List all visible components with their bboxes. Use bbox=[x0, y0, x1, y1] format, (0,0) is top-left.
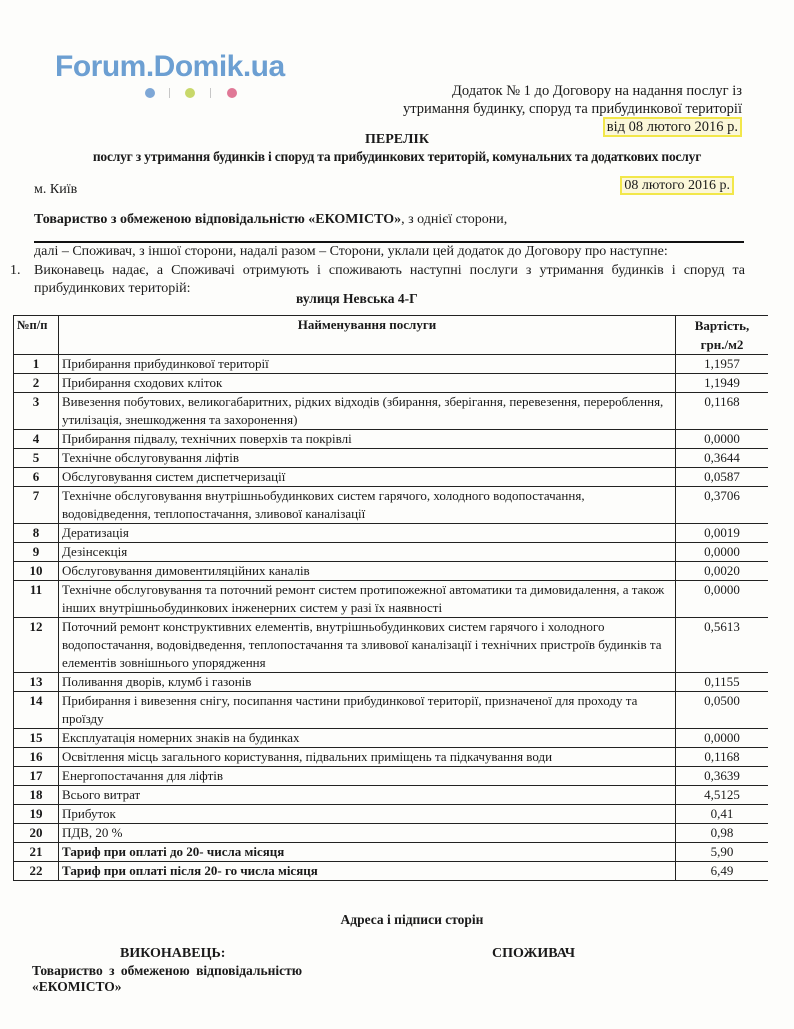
executor-organization bbox=[32, 963, 302, 995]
services-table bbox=[13, 315, 768, 881]
appendix-header bbox=[342, 82, 742, 136]
table-row bbox=[14, 618, 769, 673]
consumer-blank-line bbox=[34, 241, 744, 243]
table-row bbox=[14, 468, 769, 487]
table-row bbox=[14, 786, 769, 805]
appendix-line-1: Додаток № 1 до Договору на надання послуг із bbox=[452, 83, 742, 99]
street-address-wrap bbox=[0, 291, 794, 307]
service-cost: 0,1168 bbox=[676, 748, 769, 767]
service-name: Технічне обслуговування ліфтів bbox=[59, 449, 676, 468]
service-name: Технічне обслуговування та поточний ремонт систем протипожежної автоматики та димовидалення, а також інших внутрішньобудинкових інженерних систем у разі їх наявності bbox=[59, 581, 676, 618]
header-num: №п/п bbox=[14, 316, 59, 355]
service-cost: 0,1168 bbox=[676, 393, 769, 430]
row-number: 12 bbox=[14, 618, 59, 673]
row-number: 16 bbox=[14, 748, 59, 767]
service-name: Прибуток bbox=[59, 805, 676, 824]
table-row bbox=[14, 430, 769, 449]
service-name: ПДВ, 20 % bbox=[59, 824, 676, 843]
service-cost: 0,0587 bbox=[676, 468, 769, 487]
row-number: 13 bbox=[14, 673, 59, 692]
row-number: 6 bbox=[14, 468, 59, 487]
service-cost: 0,98 bbox=[676, 824, 769, 843]
header-service-name: Найменування послуги bbox=[59, 316, 676, 355]
row-number: 17 bbox=[14, 767, 59, 786]
row-number: 14 bbox=[14, 692, 59, 729]
row-number: 7 bbox=[14, 487, 59, 524]
service-cost: 0,0000 bbox=[676, 729, 769, 748]
row-number: 4 bbox=[14, 430, 59, 449]
row-number: 8 bbox=[14, 524, 59, 543]
consumer-party-line: далі – Споживач, з іншої сторони, надалі разом – Сторони, уклали цей додаток до Договору про наступне: bbox=[34, 244, 668, 259]
appendix-date-highlight: від 08 лютого 2016 р. bbox=[603, 117, 742, 137]
service-name: Всього витрат bbox=[59, 786, 676, 805]
contract-date-highlight: 08 лютого 2016 р. bbox=[620, 176, 734, 195]
service-name: Обслуговування димовентиляційних каналів bbox=[59, 562, 676, 581]
executor-party-suffix: , з однієї сторони, bbox=[401, 212, 508, 227]
appendix-line-2: утримання будинку, споруд та прибудинкової території bbox=[403, 101, 742, 117]
table-row bbox=[14, 673, 769, 692]
service-cost: 0,5613 bbox=[676, 618, 769, 673]
service-cost: 1,1949 bbox=[676, 374, 769, 393]
executor-label: ВИКОНАВЕЦЬ: bbox=[120, 946, 226, 961]
service-name: Поливання дворів, клумб і газонів bbox=[59, 673, 676, 692]
service-cost: 0,3706 bbox=[676, 487, 769, 524]
service-name: Дезінсекція bbox=[59, 543, 676, 562]
table-row bbox=[14, 449, 769, 468]
service-cost: 0,0020 bbox=[676, 562, 769, 581]
service-name: Поточний ремонт конструктивних елементів, внутрішньобудинкових систем гарячого і холодного водопостачання, водовідведення, теплопостачання та зливової каналізації і технічних пристроїв будинків та елементів зовнішнього упорядження bbox=[59, 618, 676, 673]
service-cost: 0,0000 bbox=[676, 430, 769, 449]
service-cost: 0,0500 bbox=[676, 692, 769, 729]
table-row bbox=[14, 748, 769, 767]
divider bbox=[210, 88, 211, 98]
executor-party bbox=[34, 212, 507, 228]
service-cost: 4,5125 bbox=[676, 786, 769, 805]
document-title: ПЕРЕЛІК bbox=[365, 132, 429, 147]
service-name: Дератизація bbox=[59, 524, 676, 543]
executor-org-line-1: Товариство з обмеженою відповідальністю bbox=[32, 963, 303, 978]
pink-dot-icon bbox=[227, 88, 237, 98]
service-cost: 1,1957 bbox=[676, 355, 769, 374]
service-cost: 0,3639 bbox=[676, 767, 769, 786]
row-number: 3 bbox=[14, 393, 59, 430]
row-number: 20 bbox=[14, 824, 59, 843]
signatures-title: Адреса і підписи сторін bbox=[340, 912, 484, 927]
clause-number: 1. bbox=[10, 263, 21, 278]
service-name: Освітлення місць загального користування, підвальних приміщень та підкачування води bbox=[59, 748, 676, 767]
table-row bbox=[14, 524, 769, 543]
service-name: Обслуговування систем диспетчеризації bbox=[59, 468, 676, 487]
watermark-dots bbox=[145, 88, 245, 100]
row-number: 18 bbox=[14, 786, 59, 805]
table-row bbox=[14, 543, 769, 562]
row-number: 2 bbox=[14, 374, 59, 393]
header-cost bbox=[676, 316, 769, 355]
executor-org-line-2: «ЕКОМІСТО» bbox=[32, 979, 122, 994]
table-row bbox=[14, 843, 769, 862]
consumer-label: СПОЖИВАЧ bbox=[492, 946, 575, 961]
row-number: 1 bbox=[14, 355, 59, 374]
green-dot-icon bbox=[185, 88, 195, 98]
service-cost: 0,3644 bbox=[676, 449, 769, 468]
document-subtitle: послуг з утримання будинків і споруд та прибудинкових територій, комунальних та додаткових послуг bbox=[92, 149, 702, 164]
city: м. Київ bbox=[34, 182, 78, 197]
clause-text: Виконавець надає, а Споживачі отримують і споживають наступні послуги з утримання будинків і споруд та прибудинкових територій: bbox=[34, 263, 745, 296]
service-cost: 0,0000 bbox=[676, 581, 769, 618]
table-row bbox=[14, 824, 769, 843]
row-number: 5 bbox=[14, 449, 59, 468]
service-name: Прибирання і вивезення снігу, посипання частини прибудинкової території, призначеної для проходу та проїзду bbox=[59, 692, 676, 729]
executor-company-name: Товариство з обмеженою відповідальністю «ЕКОМІСТО» bbox=[34, 212, 402, 227]
table-row bbox=[14, 374, 769, 393]
service-name: Технічне обслуговування внутрішньобудинкових систем гарячого, холодного водопостачання, водовідведення, теплопостачання, зливової каналізації bbox=[59, 487, 676, 524]
table-row bbox=[14, 355, 769, 374]
street-address: вулиця Невська 4-Г bbox=[296, 291, 418, 306]
table-row bbox=[14, 581, 769, 618]
service-cost: 0,1155 bbox=[676, 673, 769, 692]
service-name: Прибирання прибудинкової території bbox=[59, 355, 676, 374]
row-number: 11 bbox=[14, 581, 59, 618]
service-name: Прибирання сходових кліток bbox=[59, 374, 676, 393]
service-cost: 0,41 bbox=[676, 805, 769, 824]
forum-domik-watermark-logo: Forum.Domik.ua bbox=[55, 50, 285, 83]
row-number: 21 bbox=[14, 843, 59, 862]
service-name: Тариф при оплаті до 20- числа місяця bbox=[59, 843, 676, 862]
table-header-row bbox=[14, 316, 769, 355]
table-row bbox=[14, 805, 769, 824]
service-name: Тариф при оплаті після 20- го числа місяця bbox=[59, 862, 676, 881]
service-cost: 6,49 bbox=[676, 862, 769, 881]
service-name: Експлуатація номерних знаків на будинках bbox=[59, 729, 676, 748]
table-row bbox=[14, 393, 769, 430]
table-row bbox=[14, 729, 769, 748]
service-cost: 0,0000 bbox=[676, 543, 769, 562]
table-row bbox=[14, 487, 769, 524]
row-number: 10 bbox=[14, 562, 59, 581]
service-cost: 0,0019 bbox=[676, 524, 769, 543]
row-number: 19 bbox=[14, 805, 59, 824]
header-cost-line-1: Вартість, bbox=[694, 318, 750, 333]
divider bbox=[169, 88, 170, 98]
table-row bbox=[14, 562, 769, 581]
blue-dot-icon bbox=[145, 88, 155, 98]
row-number: 9 bbox=[14, 543, 59, 562]
service-cost: 5,90 bbox=[676, 843, 769, 862]
header-cost-line-2: грн./м2 bbox=[700, 337, 744, 352]
service-name: Вивезення побутових, великогабаритних, рідких відходів (збирання, зберігання, перевезення, перероблення, утилізація, знешкодження та захоронення) bbox=[59, 393, 676, 430]
service-name: Прибирання підвалу, технічних поверхів та покрівлі bbox=[59, 430, 676, 449]
table-row bbox=[14, 692, 769, 729]
table-row bbox=[14, 767, 769, 786]
row-number: 22 bbox=[14, 862, 59, 881]
table-row bbox=[14, 862, 769, 881]
row-number: 15 bbox=[14, 729, 59, 748]
service-name: Енергопостачання для ліфтів bbox=[59, 767, 676, 786]
